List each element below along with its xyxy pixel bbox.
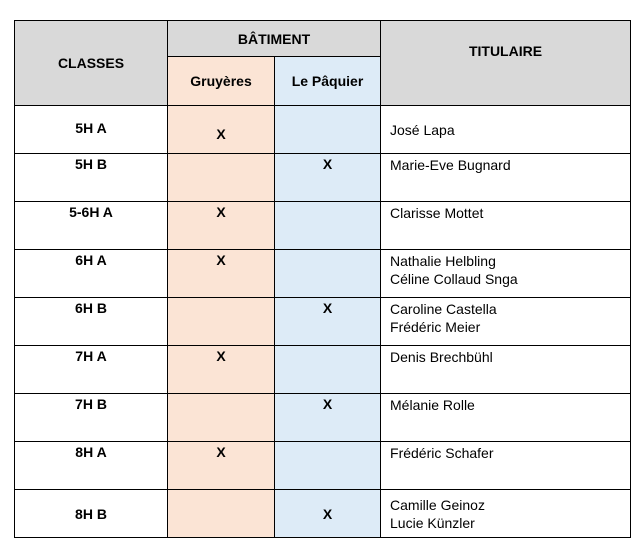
table-row [15, 442, 631, 490]
gruyeres-cell: X [168, 442, 275, 490]
titulaire-cell [381, 490, 631, 538]
titulaire-name: Clarisse Mottet [390, 205, 484, 221]
paquier-cell: X [275, 298, 381, 346]
titulaire-cell [381, 202, 631, 250]
class-cell: 8H B [15, 490, 168, 538]
gruyeres-cell: X [168, 250, 275, 298]
titulaire-cell [381, 250, 631, 298]
class-cell: 5-6H A [15, 202, 168, 250]
class-assignment-table [14, 20, 631, 538]
table-row [15, 298, 631, 346]
class-cell: 5H A [15, 106, 168, 154]
titulaire-cell [381, 298, 631, 346]
paquier-cell [275, 250, 381, 298]
titulaire-name: Frédéric Schafer [390, 445, 494, 461]
titulaire-cell [381, 346, 631, 394]
class-cell: 7H A [15, 346, 168, 394]
table-row [15, 154, 631, 202]
gruyeres-cell [168, 298, 275, 346]
titulaire-cell [381, 154, 631, 202]
titulaire-name: José Lapa [390, 122, 455, 138]
titulaire-name: Marie-Eve Bugnard [390, 157, 511, 173]
titulaire-name: Lucie Künzler [390, 514, 475, 531]
table-row [15, 106, 631, 154]
gruyeres-cell: X [168, 106, 275, 154]
titulaire-name: Céline Collaud Snga [390, 271, 518, 287]
table-row [15, 346, 631, 394]
titulaire-cell [381, 106, 631, 154]
titulaire-name: Camille Geinoz [390, 496, 485, 513]
table-row [15, 202, 631, 250]
titulaire-name: Nathalie Helbling [390, 253, 496, 269]
class-cell: 8H A [15, 442, 168, 490]
titulaire-name: Caroline Castella [390, 301, 497, 317]
header-classes: CLASSES [15, 21, 168, 106]
paquier-cell [275, 442, 381, 490]
table-row [15, 394, 631, 442]
class-cell: 6H B [15, 298, 168, 346]
gruyeres-cell [168, 490, 275, 538]
titulaire-name: Frédéric Meier [390, 319, 481, 335]
header-gruyeres: Gruyères [168, 57, 275, 106]
gruyeres-cell [168, 154, 275, 202]
gruyeres-cell: X [168, 202, 275, 250]
paquier-cell: X [275, 490, 381, 538]
class-cell: 6H A [15, 250, 168, 298]
header-batiment: BÂTIMENT [168, 21, 381, 57]
table-row [15, 250, 631, 298]
paquier-cell: X [275, 154, 381, 202]
paquier-cell [275, 346, 381, 394]
gruyeres-cell [168, 394, 275, 442]
titulaire-cell [381, 442, 631, 490]
gruyeres-cell: X [168, 346, 275, 394]
paquier-cell [275, 106, 381, 154]
table-row [15, 490, 631, 538]
titulaire-name: Denis Brechbühl [390, 349, 493, 365]
paquier-cell [275, 202, 381, 250]
class-cell: 7H B [15, 394, 168, 442]
titulaire-name: Mélanie Rolle [390, 397, 475, 413]
class-cell: 5H B [15, 154, 168, 202]
titulaire-cell [381, 394, 631, 442]
header-titulaire: TITULAIRE [381, 21, 631, 106]
paquier-cell: X [275, 394, 381, 442]
header-paquier: Le Pâquier [275, 57, 381, 106]
